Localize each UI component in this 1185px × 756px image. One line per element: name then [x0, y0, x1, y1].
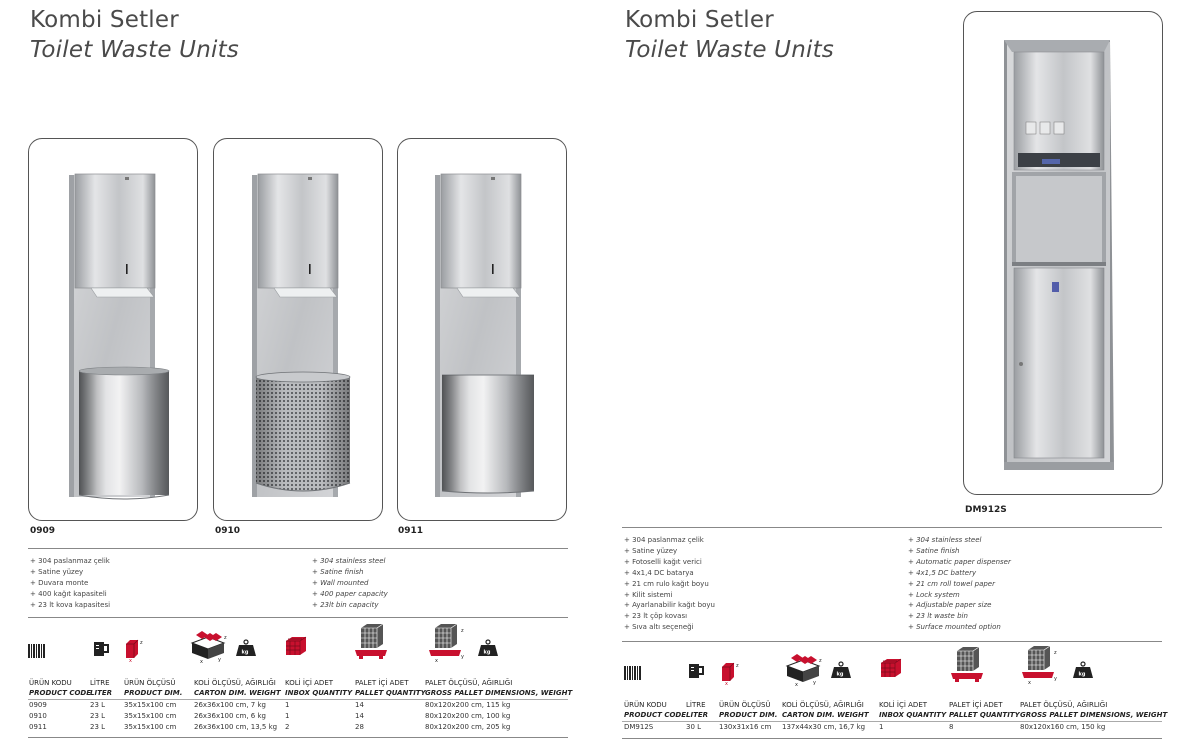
right-title-en: Toilet Waste Units	[625, 37, 834, 63]
feature-item: + Ayarlanabilir kağıt boyu	[624, 601, 715, 610]
feature-item: + Adjustable paper size	[908, 601, 992, 610]
cell-product-code: 0909	[29, 701, 47, 709]
axis-x-label: x	[129, 658, 132, 662]
cell-product-dim: 35x15x100 cm	[124, 712, 177, 720]
divider	[28, 699, 568, 700]
divider	[622, 738, 1162, 739]
cell-carton-dim: 26x36x100 cm, 13,5 kg	[194, 723, 278, 731]
product-dimension-icon	[124, 638, 146, 662]
divider	[622, 721, 1162, 722]
cell-carton-dim: 26x36x100 cm, 7 kg	[194, 701, 266, 709]
kg-label: kg	[483, 649, 491, 656]
feature-item: + Kilit sistemi	[624, 590, 673, 599]
feature-item: + 21 cm roll towel paper	[908, 579, 995, 588]
col-header-pallet-qty: PALET İÇİ ADET PALLET QUANTITY	[949, 701, 1020, 719]
feature-item: + Satine yüzey	[624, 546, 678, 555]
cell-product-dim: 35x15x100 cm	[124, 723, 177, 731]
axis-x-label: x	[435, 658, 438, 662]
feature-item: + 400 paper capacity	[312, 589, 388, 598]
feature-item: + 304 stainless steel	[908, 536, 982, 544]
product-code-label: 0909	[30, 526, 56, 536]
kg-label: kg	[241, 649, 249, 656]
feature-item: + Satine yüzey	[30, 567, 84, 576]
divider	[622, 527, 1162, 528]
barcode-icon	[624, 666, 642, 680]
cell-pallet-qty: 8	[949, 723, 954, 731]
col-header-pallet-dim: PALET ÖLÇÜSÜ, AĞIRLIĞI GROSS PALLET DIMENSIONS, WEIGHT	[425, 679, 573, 697]
cell-pallet-dim: 80x120x200 cm, 115 kg	[425, 701, 511, 709]
col-header-inbox-qty: KOLİ İÇİ ADET INBOX QUANTITY	[879, 701, 947, 719]
cell-liter: 23 L	[90, 723, 106, 731]
axis-y-label: y	[813, 680, 816, 686]
feature-item: + Automatic paper dispenser	[908, 557, 1011, 566]
feature-item: + 304 paslanmaz çelik	[624, 536, 704, 544]
axis-z-label: z	[736, 663, 739, 669]
cell-carton-dim: 137x44x30 cm, 16,7 kg	[782, 723, 866, 731]
feature-item: + 21 cm rulo kağıt boyu	[624, 579, 709, 588]
cell-product-code: DM912S	[624, 723, 654, 731]
divider	[28, 737, 568, 738]
col-header-carton-dim: KOLİ ÖLÇÜSÜ, AĞIRLIĞI CARTON DIM. WEIGHT	[782, 701, 869, 719]
pallet-quantity-icon	[353, 624, 389, 660]
recessed-paper-dispenser-waste-unit-image	[964, 12, 1162, 494]
feature-item: + 23lt bin capacity	[312, 600, 379, 609]
carton-box-icon	[188, 629, 230, 663]
divider	[28, 548, 568, 549]
weight-icon	[1072, 661, 1094, 679]
axis-x-label: x	[200, 659, 203, 663]
axis-z-label: z	[224, 635, 227, 641]
axis-y-label: y	[218, 657, 221, 663]
cell-liter: 30 L	[686, 723, 702, 731]
pallet-quantity-icon	[949, 647, 985, 683]
col-header-product-code: ÜRÜN KODU PRODUCT CODE	[624, 701, 686, 719]
feature-item: + 400 kağıt kapasiteli	[30, 589, 107, 598]
right-title-tr: Kombi Setler	[625, 7, 774, 33]
axis-z-label: z	[1054, 650, 1057, 656]
carton-box-icon	[783, 652, 825, 686]
feature-item: + 23 lt waste bin	[908, 612, 968, 621]
cell-inbox-qty: 1	[285, 712, 290, 720]
col-header-inbox-qty: KOLİ İÇİ ADET INBOX QUANTITY	[285, 679, 353, 697]
product-code-label: 0910	[215, 526, 241, 536]
features-tr-list	[624, 535, 715, 633]
feature-item: + Fotoselli kağıt verici	[624, 557, 702, 566]
feature-item: + 4x1,4 DC batarya	[624, 568, 694, 577]
features-en-list	[908, 535, 1011, 633]
col-header-product-code: ÜRÜN KODU PRODUCT CODE	[29, 679, 91, 697]
cell-product-code: 0911	[29, 723, 47, 731]
cell-product-dim: 35x15x100 cm	[124, 701, 177, 709]
left-title-tr: Kombi Setler	[30, 7, 179, 33]
col-header-carton-dim: KOLİ ÖLÇÜSÜ, AĞIRLIĞI CARTON DIM. WEIGHT	[194, 679, 281, 697]
feature-item: + 304 stainless steel	[312, 557, 386, 565]
weight-icon	[830, 661, 852, 679]
col-header-liter: LİTRE LITER	[90, 679, 113, 697]
feature-item: + Duvara monte	[30, 578, 89, 587]
cell-product-code: 0910	[29, 712, 47, 720]
feature-item: + 23 lt çöp kovası	[624, 612, 688, 621]
weight-icon	[235, 639, 257, 657]
col-header-pallet-dim: PALET ÖLÇÜSÜ, AĞIRLIĞI GROSS PALLET DIMENSIONS, WEIGHT	[1020, 701, 1168, 719]
inbox-quantity-icon	[879, 657, 903, 679]
liter-jug-icon	[687, 662, 705, 680]
col-header-liter: LİTRE LITER	[686, 701, 709, 719]
features-tr-list	[30, 556, 110, 611]
feature-item: + 304 paslanmaz çelik	[30, 557, 110, 565]
liter-jug-icon	[92, 640, 110, 658]
feature-item: + 4x1,5 DC battery	[908, 568, 977, 577]
barcode-icon	[28, 644, 46, 658]
product-card-0911	[397, 138, 567, 521]
axis-x-label: x	[795, 682, 798, 686]
cell-inbox-qty: 2	[285, 723, 290, 731]
cell-inbox-qty: 1	[285, 701, 290, 709]
cell-product-dim: 130x31x16 cm	[719, 723, 772, 731]
col-header-pallet-qty: PALET İÇİ ADET PALLET QUANTITY	[355, 679, 426, 697]
cell-pallet-dim: 80x120x200 cm, 100 kg	[425, 712, 511, 720]
axis-z-label: z	[461, 628, 464, 634]
product-card-0910	[213, 138, 383, 521]
toilet-unit-square-bin-image	[398, 139, 566, 520]
cell-pallet-dim: 80x120x160 cm, 150 kg	[1020, 723, 1106, 731]
feature-item: + Satine finish	[312, 567, 364, 576]
weight-icon	[477, 639, 499, 657]
axis-x-label: x	[725, 681, 728, 685]
col-header-product-dim: ÜRÜN ÖLÇÜSÜ PRODUCT DIM.	[719, 701, 778, 719]
features-en-list	[312, 556, 388, 611]
cell-pallet-dim: 80x120x200 cm, 205 kg	[425, 723, 511, 731]
product-code-label: 0911	[398, 526, 424, 536]
feature-item: + Satine finish	[908, 546, 960, 555]
product-code-label: DM912S	[965, 505, 1007, 515]
kg-label: kg	[1078, 671, 1086, 678]
left-title-en: Toilet Waste Units	[30, 37, 239, 63]
cell-inbox-qty: 1	[879, 723, 884, 731]
product-dimension-icon	[720, 661, 742, 685]
pallet-dimension-icon	[427, 624, 467, 662]
cell-pallet-qty: 14	[355, 712, 364, 720]
axis-y-label: y	[461, 654, 464, 660]
pallet-dimension-icon	[1020, 646, 1060, 684]
cell-pallet-qty: 14	[355, 701, 364, 709]
divider	[622, 641, 1162, 642]
feature-item: + Wall mounted	[312, 578, 369, 587]
feature-item: + Lock system	[908, 590, 960, 599]
axis-z-label: z	[819, 658, 822, 664]
divider	[28, 617, 568, 618]
product-card-0909	[28, 138, 198, 521]
feature-item: + Surface mounted option	[908, 623, 1001, 632]
axis-x-label: x	[1028, 680, 1031, 684]
cell-liter: 23 L	[90, 701, 106, 709]
axis-y-label: y	[1054, 676, 1057, 682]
cell-pallet-qty: 28	[355, 723, 364, 731]
cell-liter: 23 L	[90, 712, 106, 720]
inbox-quantity-icon	[284, 635, 308, 657]
cell-carton-dim: 26x36x100 cm, 6 kg	[194, 712, 266, 720]
col-header-product-dim: ÜRÜN ÖLÇÜSÜ PRODUCT DIM.	[124, 679, 183, 697]
toilet-unit-solid-bin-image	[29, 139, 197, 520]
kg-label: kg	[836, 671, 844, 678]
product-card-dm912s	[963, 11, 1163, 495]
axis-z-label: z	[140, 640, 143, 646]
feature-item: + Sıva altı seçeneği	[624, 623, 694, 632]
feature-item: + 23 lt kova kapasitesi	[30, 600, 111, 609]
toilet-unit-perforated-bin-image	[214, 139, 382, 520]
